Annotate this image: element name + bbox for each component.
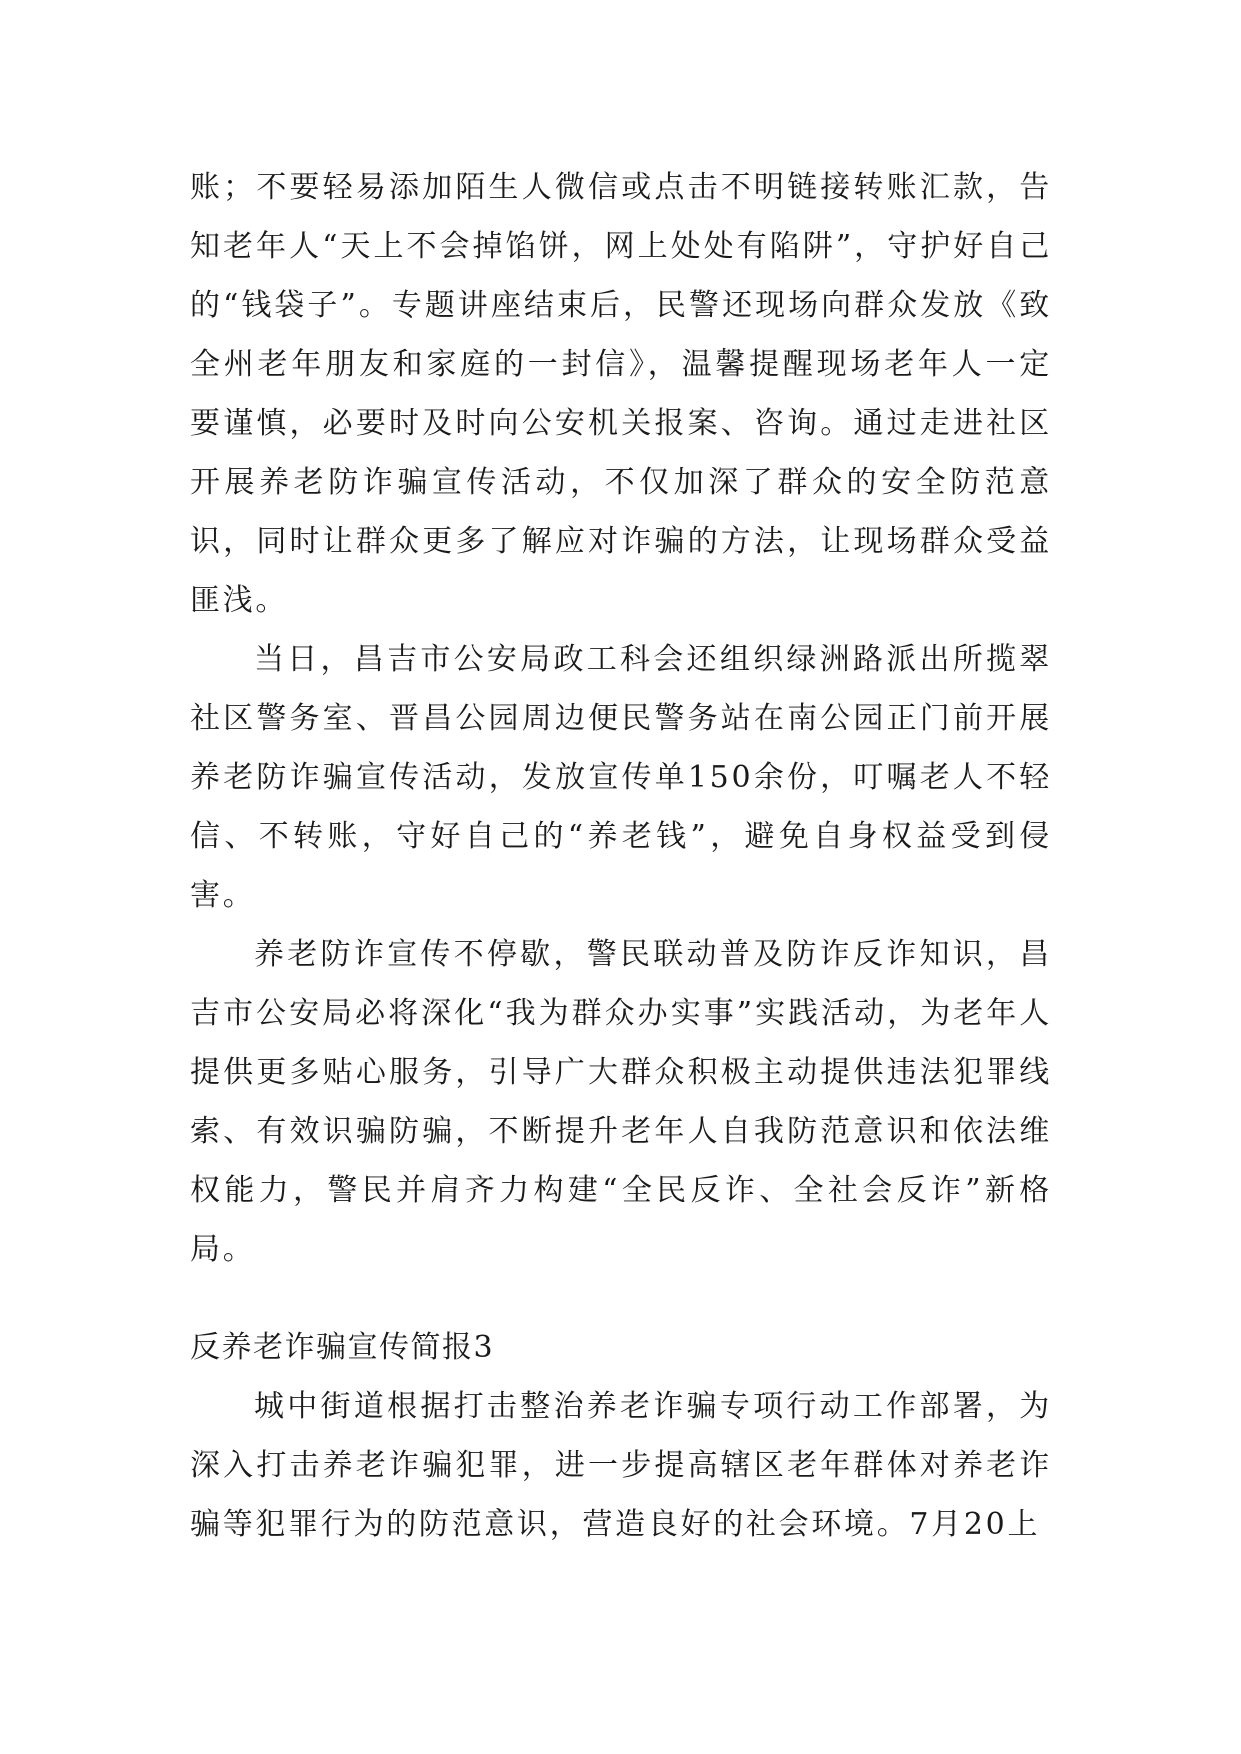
body-paragraph-1: 账；不要轻易添加陌生人微信或点击不明链接转账汇款，告知老年人“天上不会掉馅饼，网上处处有陷阱”，守护好自己的“钱袋子”。专题讲座结束后，民警还现场向群众发放《致全州老年朋友和家庭的一封信》，温馨提醒现场老年人一定要谨慎，必要时及时向公安机关报案、咨询。通过走进社区开展养老防诈骗宣传活动，不仅加深了群众的安全防范意识，同时让群众更多了解应对诈骗的方法，让现场群众受益匪浅。 (190, 170, 1052, 618)
document-body (190, 158, 1052, 1554)
body-paragraph-2: 当日，昌吉市公安局政工科会还组织绿洲路派出所揽翠社区警务室、晋昌公园周边便民警务站在南公园正门前开展养老防诈骗宣传活动，发放宣传单150余份，叮嘱老人不轻信、不转账，守好自己的“养老钱”，避免自身权益受到侵害。 (190, 642, 1052, 913)
section-paragraph-1: 城中街道根据打击整治养老诈骗专项行动工作部署，为深入打击养老诈骗犯罪，进一步提高辖区老年群体对养老诈骗等犯罪行为的防范意识，营造良好的社会环境。7月20上 (190, 1389, 1052, 1542)
section-title: 反养老诈骗宣传简报3 (190, 1330, 495, 1365)
body-paragraph-3: 养老防诈宣传不停歇，警民联动普及防诈反诈知识，昌吉市公安局必将深化“我为群众办实事”实践活动，为老年人提供更多贴心服务，引导广大群众积极主动提供违法犯罪线索、有效识骗防骗，不断提升老年人自我防范意识和依法维权能力，警民并肩齐力构建“全民反诈、全社会反诈”新格局。 (190, 937, 1052, 1267)
